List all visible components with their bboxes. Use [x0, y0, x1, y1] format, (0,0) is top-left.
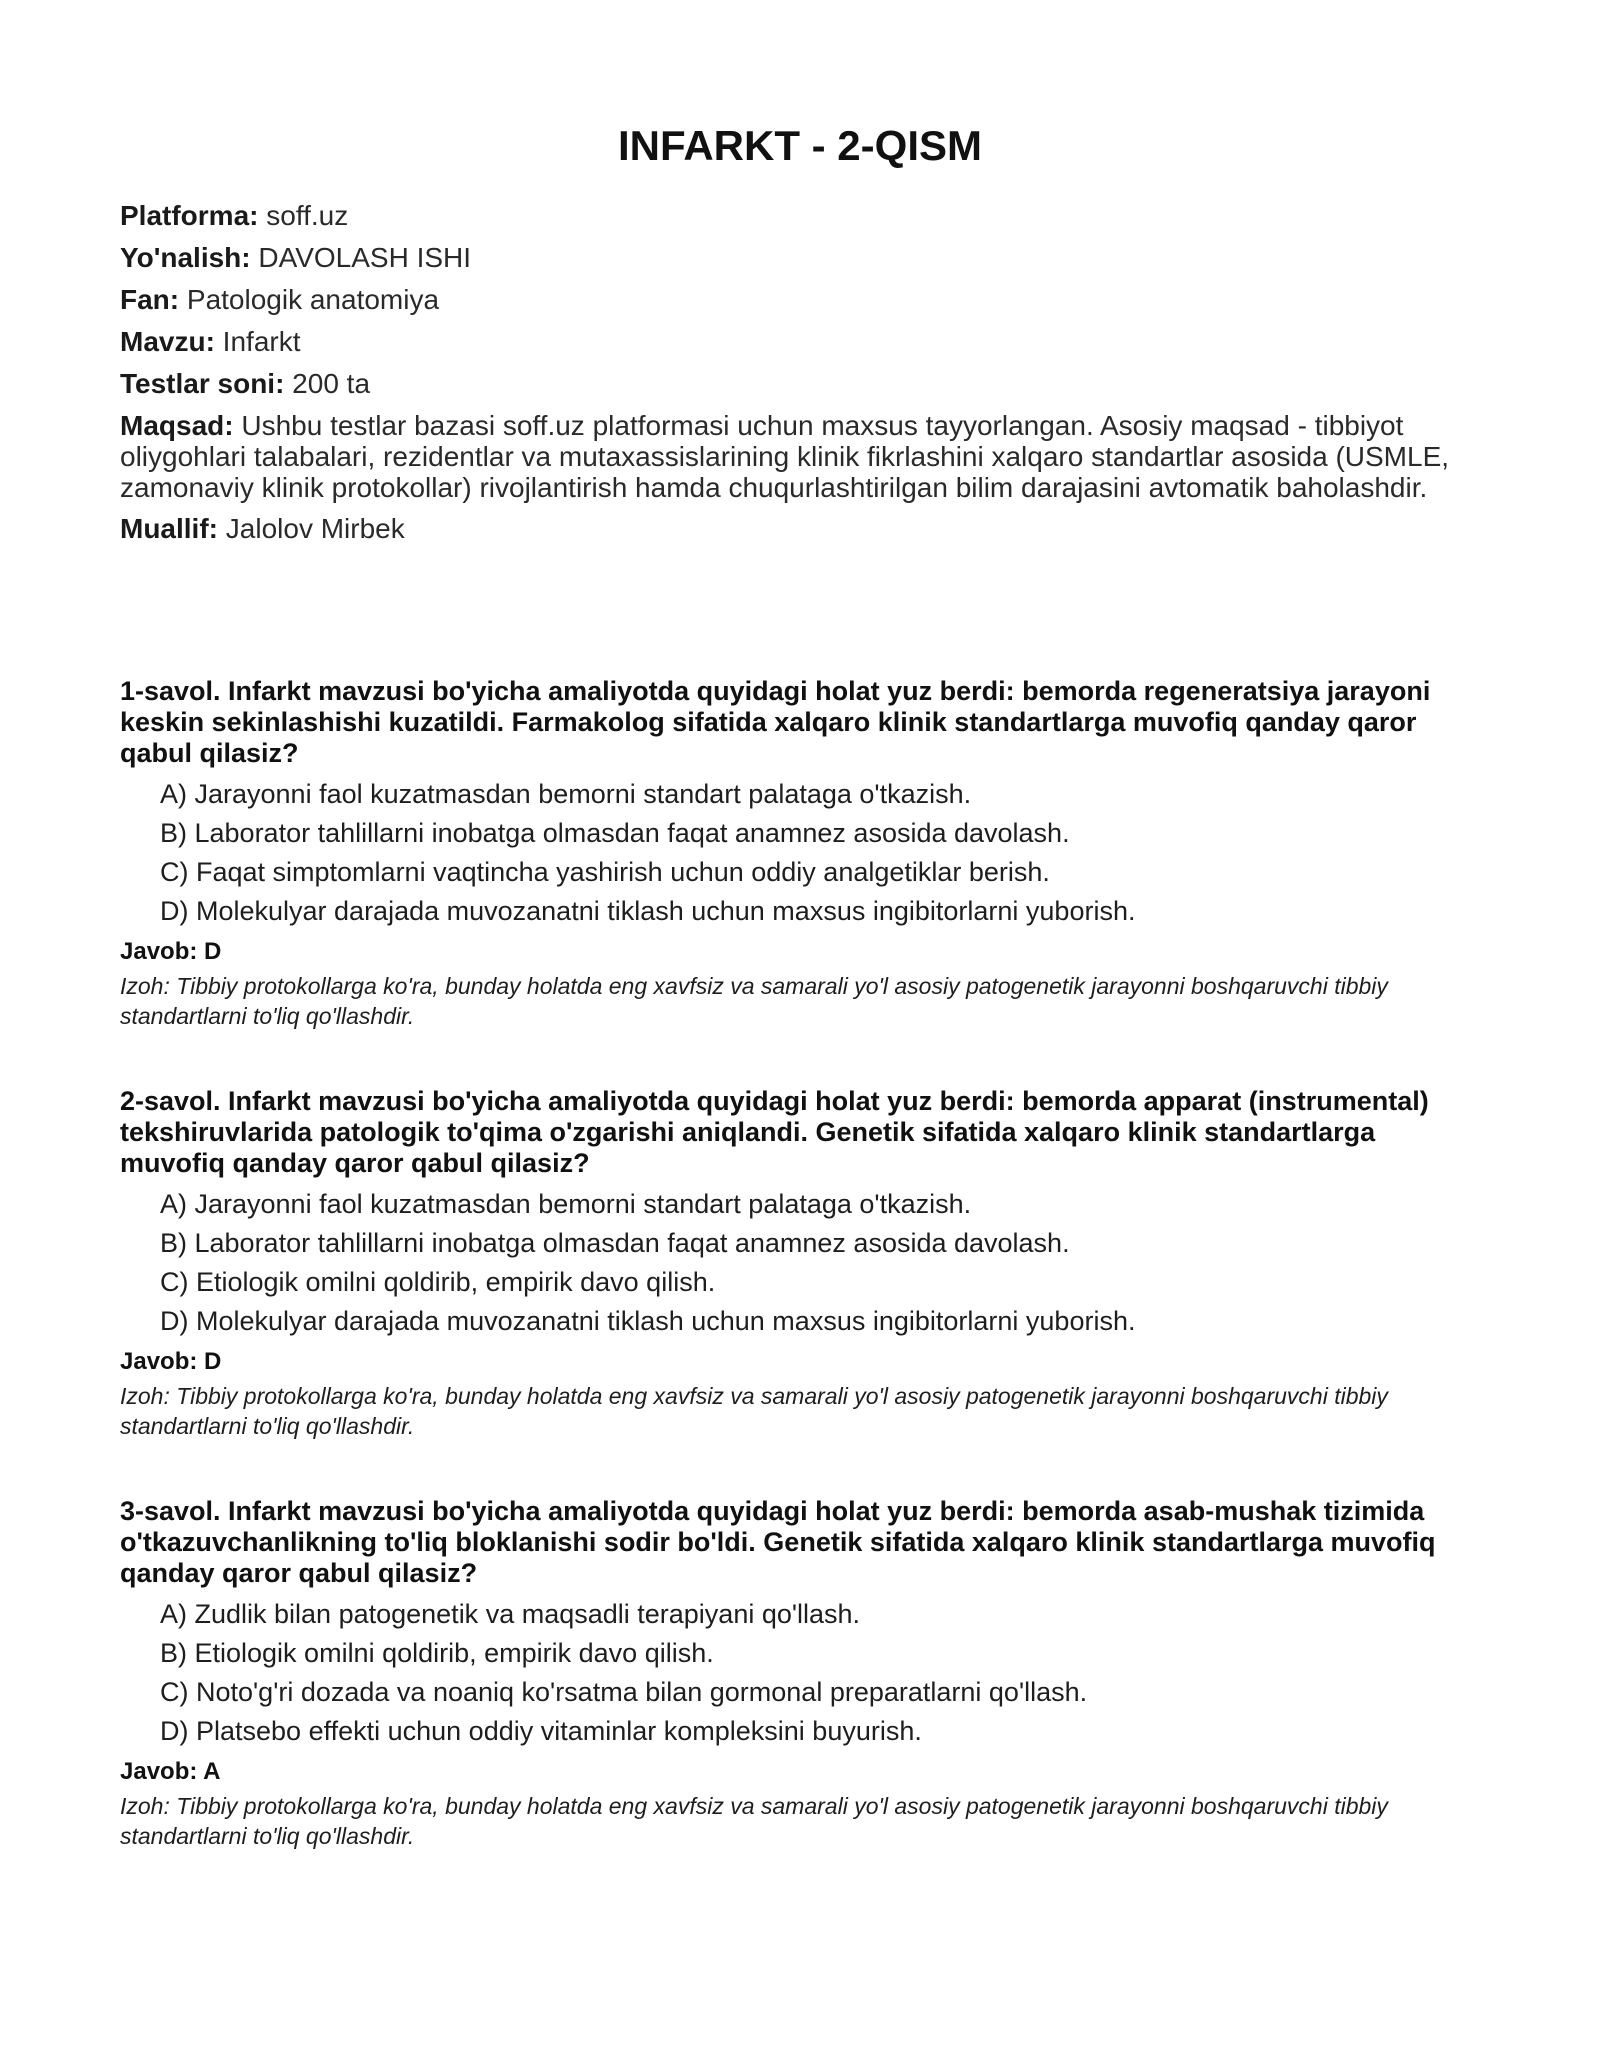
meta-purpose: [120, 410, 1480, 503]
option-c: C) Faqat simptomlarni vaqtincha yashirish uchun oddiy analgetiklar berish.: [160, 857, 1050, 887]
meta-topic: [120, 326, 1480, 358]
option-d: D) Molekulyar darajada muvozanatni tiklash uchun maxsus ingibitorlarni yuborish.: [160, 1306, 1136, 1336]
question-block: [120, 1496, 1480, 1851]
question-text: 2-savol. Infarkt mavzusi bo'yicha amaliyotda quyidagi holat yuz berdi: bemorda apparat (instrumental) tekshiruvlarida patologik to'qima o'zgarishi aniqlandi. Genetik sifatida xalqaro klinik standartlarga muvofiq qanday qaror qabul qilasiz?: [120, 1086, 1429, 1178]
option-c: C) Etiologik omilni qoldirib, empirik davo qilish.: [160, 1267, 716, 1297]
option-b: B) Laborator tahlillarni inobatga olmasdan faqat anamnez asosida davolash.: [160, 1228, 1070, 1258]
meta-key: Yo'nalish:: [120, 242, 251, 273]
meta-value: Infarkt: [214, 326, 301, 357]
meta-value: soff.uz: [258, 200, 349, 231]
option-a: A) Zudlik bilan patogenetik va maqsadli terapiyani qo'llash.: [160, 1599, 861, 1629]
metadata-block: [120, 200, 1480, 555]
correct-answer: Javob: D: [120, 1348, 222, 1375]
answer-explanation: Izoh: Tibbiy protokollarga ko'ra, bunday holatda eng xavfsiz va samarali yo'l asosiy patogenetik jarayonni boshqaruvchi tibbiy standartlarni to'liq qo'llashdir.: [120, 1383, 1388, 1439]
option-a: A) Jarayonni faol kuzatmasdan bemorni standart palataga o'tkazish.: [160, 1189, 972, 1219]
answer-explanation: Izoh: Tibbiy protokollarga ko'ra, bunday holatda eng xavfsiz va samarali yo'l asosiy patogenetik jarayonni boshqaruvchi tibbiy standartlarni to'liq qo'llashdir.: [120, 973, 1388, 1029]
answer-options: [120, 1599, 1480, 1747]
option-a: A) Jarayonni faol kuzatmasdan bemorni standart palataga o'tkazish.: [160, 779, 972, 809]
question-block: [120, 676, 1480, 1031]
answer-explanation: Izoh: Tibbiy protokollarga ko'ra, bunday holatda eng xavfsiz va samarali yo'l asosiy patogenetik jarayonni boshqaruvchi tibbiy standartlarni to'liq qo'llashdir.: [120, 1793, 1388, 1849]
meta-key: Platforma:: [120, 200, 259, 231]
correct-answer: Javob: A: [120, 1758, 221, 1785]
option-b: B) Etiologik omilni qoldirib, empirik davo qilish.: [160, 1638, 714, 1668]
meta-direction: [120, 242, 1480, 274]
meta-value: 200 ta: [284, 368, 371, 399]
meta-value: DAVOLASH ISHI: [250, 242, 472, 273]
meta-platform: [120, 200, 1480, 232]
meta-author: [120, 513, 1480, 545]
option-d: D) Molekulyar darajada muvozanatni tiklash uchun maxsus ingibitorlarni yuborish.: [160, 896, 1136, 926]
option-d: D) Platsebo effekti uchun oddiy vitaminlar kompleksini buyurish.: [160, 1716, 922, 1746]
correct-answer: Javob: D: [120, 938, 222, 965]
answer-options: [120, 1189, 1480, 1337]
meta-value: Ushbu testlar bazasi soff.uz platformasi uchun maxsus tayyorlangan. Asosiy maqsad - tibbiyot oliygohlari talabalari, rezidentlar va mutaxassislarining klinik fikrlashini xalqaro standartlar asosida (USMLE, zamonaviy klinik protokollar) rivojlantirish hamda chuqurlashtirilgan bilim darajasini avtomatik baholashdir.: [120, 410, 1450, 503]
question-text: 1-savol. Infarkt mavzusi bo'yicha amaliyotda quyidagi holat yuz berdi: bemorda regeneratsiya jarayoni keskin sekinlashishi kuzatildi. Farmakolog sifatida xalqaro klinik standartlarga muvofiq qanday qaror qabul qilasiz?: [120, 676, 1431, 768]
meta-key: Muallif:: [120, 513, 218, 544]
meta-value: Patologik anatomiya: [179, 284, 440, 315]
option-c: C) Noto'g'ri dozada va noaniq ko'rsatma bilan gormonal preparatlarni qo'llash.: [160, 1677, 1088, 1707]
meta-test-count: [120, 368, 1480, 400]
meta-key: Maqsad:: [120, 410, 234, 441]
question-block: [120, 1086, 1480, 1441]
answer-options: [120, 779, 1480, 927]
meta-key: Fan:: [120, 284, 180, 315]
option-b: B) Laborator tahlillarni inobatga olmasdan faqat anamnez asosida davolash.: [160, 818, 1070, 848]
meta-key: Testlar soni:: [120, 368, 285, 399]
meta-subject: [120, 284, 1480, 316]
document-title: INFARKT - 2-QISM: [618, 122, 982, 169]
question-text: 3-savol. Infarkt mavzusi bo'yicha amaliyotda quyidagi holat yuz berdi: bemorda asab-mushak tizimida o'tkazuvchanlikning to'liq bloklanishi sodir bo'ldi. Genetik sifatida xalqaro klinik standartlarga muvofiq qanday qaror qabul qilasiz?: [120, 1496, 1436, 1588]
meta-key: Mavzu:: [120, 326, 215, 357]
meta-value: Jalolov Mirbek: [218, 513, 405, 544]
